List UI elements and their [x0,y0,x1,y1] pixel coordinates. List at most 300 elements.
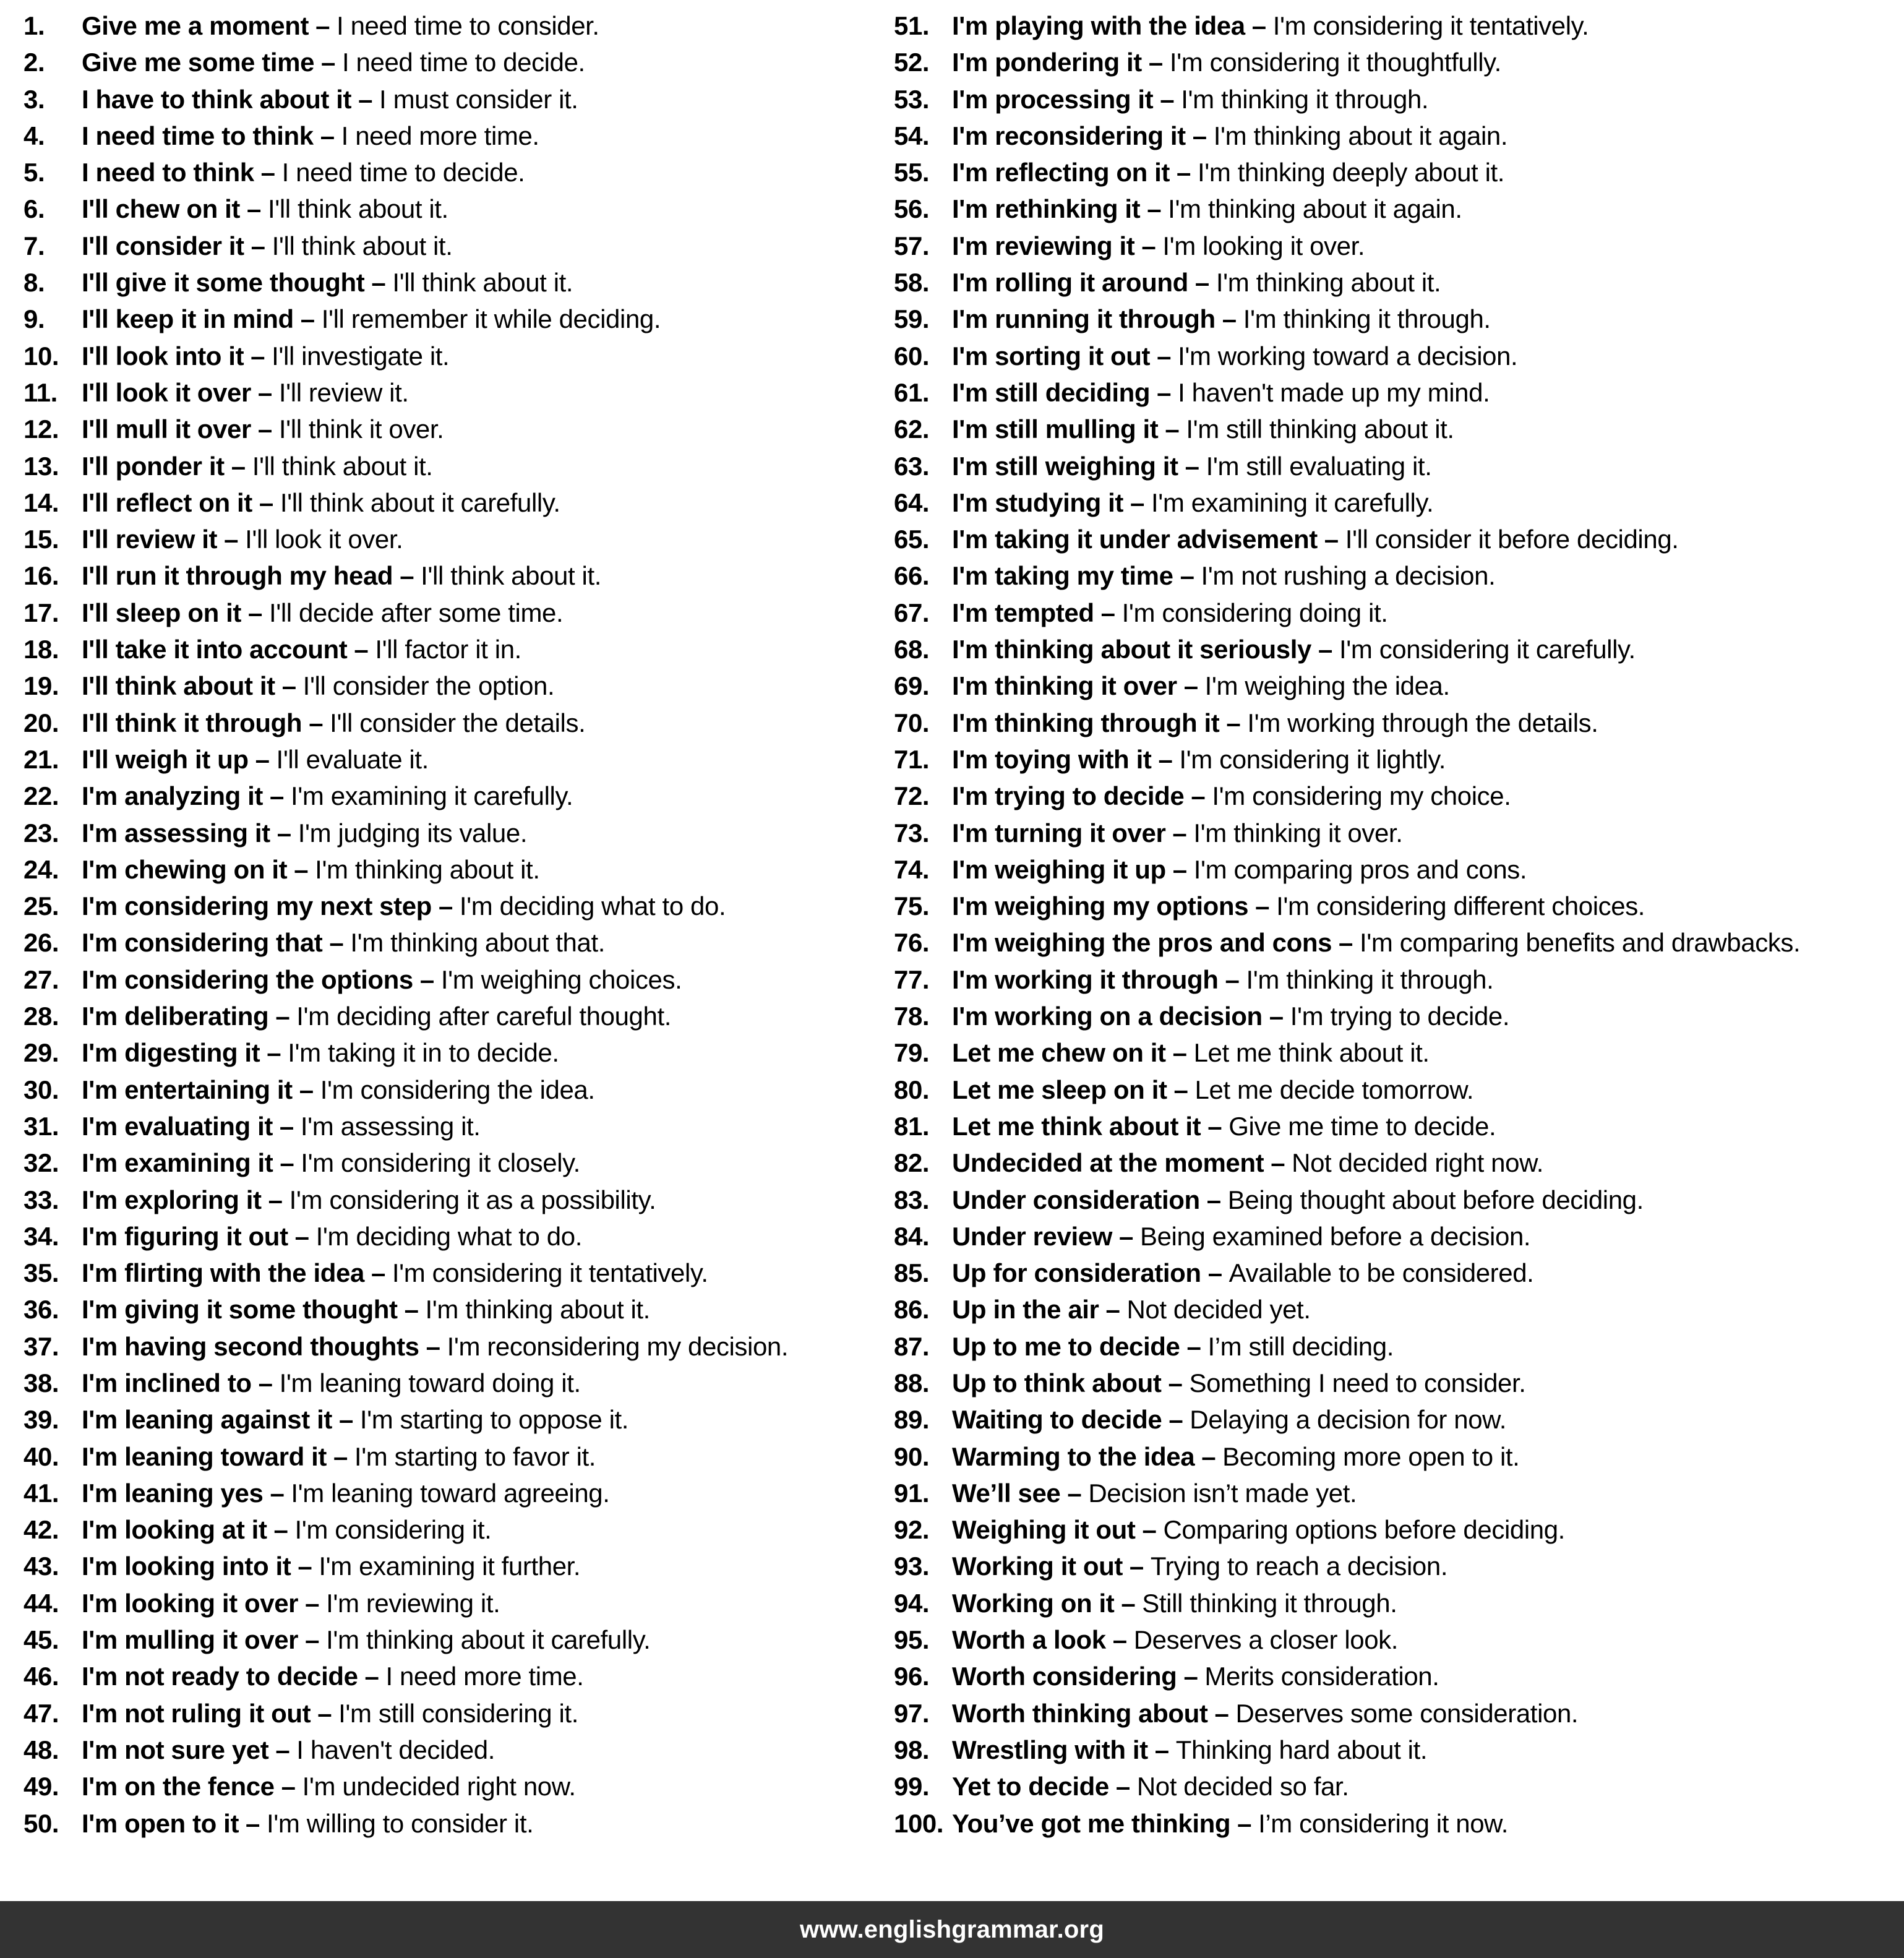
item-text [952,1328,1394,1365]
list-item [24,118,894,154]
list-item [894,301,1904,337]
item-definition: I'm thinking it through. [1246,964,1494,994]
item-text [82,1255,708,1291]
list-item [894,741,1904,778]
item-text [82,448,433,484]
item-phrase: Let me sleep on it [952,1075,1167,1104]
item-dash: – [281,671,296,701]
item-dash: – [1183,671,1198,701]
item-dash: – [279,1111,294,1141]
list-item [24,1768,894,1805]
item-number: 11. [24,377,58,407]
item-phrase: Up to me to decide [952,1331,1180,1361]
item-phrase: I'm leaning toward it [82,1441,327,1471]
item-dash: – [1192,121,1207,150]
item-dash: – [269,781,284,811]
item-text [82,1182,656,1218]
item-number: 24. [24,854,59,884]
item-text [82,1695,578,1732]
item-phrase: I'm considering my next step [82,891,432,921]
item-text [82,1328,788,1365]
list-item [24,998,894,1034]
list-item [24,1071,894,1108]
list-item [894,1218,1904,1255]
item-text [82,1658,584,1694]
item-number: 97. [894,1698,930,1728]
list-item [24,521,894,557]
item-number: 74. [894,854,930,884]
item-text [82,1732,495,1768]
item-definition: I'm thinking it through. [1243,304,1491,334]
item-dash: – [1318,635,1332,664]
item-phrase: I'm mulling it over [82,1625,299,1655]
list-item [894,1621,1904,1658]
item-number: 59. [894,304,930,334]
item-dash: – [267,1038,281,1068]
list-item [894,1658,1904,1694]
list-item [894,1291,1904,1328]
item-phrase: Wrestling with it [952,1735,1148,1764]
item-definition: I'm willing to consider it. [267,1808,534,1838]
item-definition: I'm thinking deeply about it. [1197,158,1505,187]
list-item [894,998,1904,1034]
item-phrase: I'll keep it in mind [82,304,294,334]
item-definition: I'm weighing the idea. [1204,671,1450,701]
item-phrase: I'm leaning against it [82,1405,332,1435]
item-number: 31. [24,1111,59,1141]
item-number: 45. [24,1625,59,1655]
item-dash: – [1255,891,1270,921]
item-text [82,778,573,814]
item-dash: – [426,1331,440,1361]
item-dash: – [280,1148,294,1178]
item-phrase: I'm not sure yet [82,1735,269,1764]
item-definition: I must consider it. [379,84,578,114]
item-definition: I'll think it over. [278,414,444,444]
item-definition: I'm undecided right now. [302,1772,576,1801]
item-text [82,7,599,44]
item-dash: – [371,1258,385,1288]
item-number: 90. [894,1441,930,1471]
item-definition: I'm considering it. [294,1515,492,1545]
item-phrase: I'm taking my time [952,561,1173,591]
item-definition: I'll factor it in. [375,635,521,664]
item-phrase: I'll reflect on it [82,487,252,517]
item-phrase: I'm on the fence [82,1772,275,1801]
item-dash: – [1225,964,1240,994]
item-phrase: I'm looking into it [82,1552,291,1581]
item-definition: I'm still considering it. [338,1698,578,1728]
item-number: 34. [24,1221,59,1251]
item-text [82,411,444,447]
item-definition: I'm comparing benefits and drawbacks. [1360,928,1801,958]
item-definition: I’m considering it now. [1258,1808,1509,1838]
item-definition: I'm considering it tentatively. [1272,11,1589,40]
item-dash: – [309,708,324,737]
item-dash: – [1168,1368,1183,1398]
list-item [894,191,1904,227]
item-number: 56. [894,194,930,224]
list-item [24,1401,894,1438]
item-dash: – [404,1295,419,1325]
item-dash: – [438,891,453,921]
item-number: 47. [24,1698,59,1728]
item-text [952,1182,1644,1218]
item-dash: – [1129,1552,1144,1581]
item-dash: – [251,341,265,371]
item-number: 72. [894,781,930,811]
item-phrase: I'm weighing the pros and cons [952,928,1332,958]
item-phrase: I'm entertaining it [82,1075,293,1104]
item-number: 25. [24,891,59,921]
list-item [894,1768,1904,1805]
list-item [24,815,894,851]
item-definition: I’m still deciding. [1207,1331,1394,1361]
list-item [24,1108,894,1144]
item-phrase: I'm turning it over [952,818,1166,848]
item-phrase: I'm having second thoughts [82,1331,419,1361]
item-phrase: I'm processing it [952,84,1154,114]
list-item [24,1255,894,1291]
item-number: 79. [894,1038,930,1068]
item-text [952,411,1454,447]
item-text [952,741,1446,778]
item-phrase: Let me think about it [952,1111,1201,1141]
item-text [952,1768,1349,1805]
item-phrase: I'm considering the options [82,964,413,994]
list-item [24,264,894,301]
item-dash: – [1194,268,1209,298]
item-dash: – [358,84,373,114]
item-dash: – [305,1625,320,1655]
item-dash: – [300,304,315,334]
list-item [894,1034,1904,1071]
item-dash: – [1172,818,1187,848]
item-text [952,1218,1530,1255]
item-definition: I'm looking it over. [1162,231,1365,260]
item-number: 65. [894,525,930,554]
item-number: 35. [24,1258,59,1288]
list-item [24,1144,894,1181]
item-text [952,521,1679,557]
item-text [952,7,1589,44]
item-dash: – [315,11,330,40]
item-number: 88. [894,1368,930,1398]
item-number: 80. [894,1075,930,1104]
item-text [82,851,540,888]
item-phrase: I'm leaning yes [82,1478,264,1508]
list-item [894,595,1904,631]
item-number: 42. [24,1515,59,1545]
item-definition: I'm deciding what to do. [459,891,726,921]
list-item [894,1695,1904,1732]
item-number: 22. [24,781,59,811]
item-phrase: Up to think about [952,1368,1162,1398]
item-dash: – [329,928,344,958]
item-dash: – [298,1552,312,1581]
item-text [82,668,554,704]
item-phrase: I'm trying to decide [952,781,1185,811]
item-dash: – [1141,231,1156,260]
item-dash: – [247,194,261,224]
item-text [952,815,1402,851]
item-dash: – [305,1588,320,1618]
item-definition: I need time to decide. [342,48,585,77]
item-phrase: I'll think it through [82,708,302,737]
item-definition: Deserves a closer look. [1133,1625,1399,1655]
item-text [82,1475,610,1511]
item-text [82,154,525,191]
item-phrase: Give me some time [82,48,315,77]
item-number: 98. [894,1735,930,1764]
list-item [894,924,1904,961]
item-number: 46. [24,1662,59,1691]
item-number: 9. [24,304,45,334]
item-text [82,1805,533,1842]
item-definition: Not decided yet. [1126,1295,1311,1325]
item-phrase: Under review [952,1221,1112,1251]
item-text [952,338,1517,374]
item-number: 55. [894,158,930,187]
list-item [24,1658,894,1694]
list-item [894,228,1904,264]
item-number: 61. [894,377,930,407]
item-phrase: I'm thinking about it seriously [952,635,1311,664]
item-phrase: I'll consider it [82,231,244,260]
item-dash: – [257,377,272,407]
list-item [894,1475,1904,1511]
item-dash: – [259,487,273,517]
list-item [894,1328,1904,1365]
item-definition: Delaying a decision for now. [1190,1405,1507,1435]
item-number: 3. [24,84,45,114]
list-item [894,705,1904,741]
item-number: 30. [24,1075,59,1104]
item-dash: – [275,1735,290,1764]
item-text [82,1438,596,1475]
item-dash: – [281,1772,296,1801]
item-definition: I'll think about it. [272,231,453,260]
item-phrase: I'm open to it [82,1808,239,1838]
item-phrase: I'll look into it [82,341,244,371]
item-number: 76. [894,928,930,958]
item-number: 1. [24,11,45,40]
item-dash: – [1339,928,1353,958]
list-item [24,961,894,998]
item-number: 40. [24,1441,59,1471]
item-number: 49. [24,1772,59,1801]
item-dash: – [224,525,239,554]
item-phrase: Working it out [952,1552,1123,1581]
list-item [894,1365,1904,1401]
item-dash: – [419,964,434,994]
item-text [952,374,1490,411]
item-text [952,264,1441,301]
item-definition: I'm thinking about it. [1216,268,1441,298]
item-definition: Not decided right now. [1292,1148,1543,1178]
item-number: 89. [894,1405,930,1435]
item-number: 7. [24,231,45,260]
item-number: 75. [894,891,930,921]
item-definition: I'm reviewing it. [326,1588,500,1618]
list-item [894,484,1904,521]
item-dash: – [1173,1075,1188,1104]
item-text [952,1805,1508,1842]
item-text [82,888,726,924]
item-definition: I need more time. [385,1662,584,1691]
item-definition: I'm not rushing a decision. [1201,561,1496,591]
item-phrase: I'm examining it [82,1148,273,1178]
item-text [952,1365,1526,1401]
item-text [952,888,1645,924]
item-phrase: Working on it [952,1588,1115,1618]
item-definition: Deserves some consideration. [1235,1698,1579,1728]
item-number: 78. [894,1002,930,1031]
item-text [82,228,452,264]
item-phrase: Yet to decide [952,1772,1109,1801]
item-phrase: I'll review it [82,525,218,554]
item-dash: – [1112,1625,1127,1655]
item-text [82,1291,650,1328]
item-phrase: I'm looking at it [82,1515,267,1545]
item-text [952,1695,1578,1732]
item-dash: – [1237,1808,1252,1838]
list-item [894,815,1904,851]
item-definition: I'm considering my choice. [1212,781,1511,811]
item-text [82,815,527,851]
item-text [82,1218,582,1255]
item-dash: – [299,1075,314,1104]
list-item [24,1548,894,1584]
list-item [24,1695,894,1732]
item-text [82,1585,500,1621]
item-text [952,44,1501,80]
item-dash: – [1186,1331,1201,1361]
item-dash: – [1324,525,1339,554]
list-item [894,1255,1904,1291]
list-item [894,1144,1904,1181]
item-definition: I'm leaning toward doing it. [279,1368,581,1398]
item-definition: I'll decide after some time. [268,598,564,627]
item-definition: I'm assessing it. [300,1111,481,1141]
item-definition: I'm considering it lightly. [1179,744,1446,774]
item-number: 39. [24,1405,59,1435]
item-number: 60. [894,341,930,371]
list-item [894,888,1904,924]
item-number: 48. [24,1735,59,1764]
item-definition: I'm examining it carefully. [290,781,573,811]
item-definition: Being thought about before deciding. [1227,1185,1644,1214]
item-dash: – [400,561,414,591]
list-item [24,191,894,227]
item-number: 94. [894,1588,930,1618]
list-item [24,301,894,337]
item-definition: I need more time. [341,121,539,150]
item-text [952,705,1598,741]
item-dash: – [1177,158,1191,187]
list-item [24,338,894,374]
item-phrase: I'm toying with it [952,744,1152,774]
list-item [894,778,1904,814]
item-definition: I'm thinking about that. [350,928,606,958]
item-dash: – [1191,781,1206,811]
list-item [24,448,894,484]
list-item [894,631,1904,668]
item-dash: – [255,744,270,774]
item-phrase: I'm reflecting on it [952,158,1170,187]
item-number: 38. [24,1368,59,1398]
item-definition: I'm thinking about it. [425,1295,650,1325]
item-definition: I'm starting to favor it. [354,1441,596,1471]
item-text [82,1034,559,1071]
item-number: 81. [894,1111,930,1141]
item-text [82,374,409,411]
item-text [952,1475,1357,1511]
item-definition: I'll think about it. [252,451,433,481]
item-phrase: I'm giving it some thought [82,1295,398,1325]
item-phrase: I'm deliberating [82,1002,269,1031]
item-dash: – [338,1405,353,1435]
list-item [894,7,1904,44]
item-dash: – [333,1441,348,1471]
item-phrase: I'm taking it under advisement [952,525,1318,554]
item-dash: – [1185,451,1199,481]
item-text [952,1108,1496,1144]
item-definition: I'm considering the idea. [320,1075,595,1104]
item-number: 41. [24,1478,59,1508]
item-number: 85. [894,1258,930,1288]
item-definition: I'm working through the details. [1247,708,1598,737]
item-phrase: I'm evaluating it [82,1111,273,1141]
item-number: 16. [24,561,59,591]
item-text [82,44,585,80]
item-text [952,1511,1565,1548]
item-text [952,1255,1533,1291]
item-definition: I'll think about it. [392,268,573,298]
item-text [82,81,578,118]
list-item [24,411,894,447]
item-definition: I need time to consider. [337,11,599,40]
item-dash: – [1067,1478,1082,1508]
item-number: 28. [24,1002,59,1031]
list-item [24,228,894,264]
item-dash: – [257,414,272,444]
item-number: 15. [24,525,59,554]
item-dash: – [1172,854,1187,884]
item-text [952,1548,1447,1584]
item-definition: I'm starting to oppose it. [359,1405,629,1435]
item-dash: – [273,1515,288,1545]
item-definition: I'm examining it carefully. [1151,487,1434,517]
item-definition: I'll consider the details. [330,708,586,737]
item-dash: – [247,598,262,627]
list-item [894,1108,1904,1144]
item-number: 84. [894,1221,930,1251]
item-phrase: We’ll see [952,1478,1061,1508]
item-number: 13. [24,451,59,481]
item-definition: I'll evaluate it. [276,744,429,774]
item-phrase: I'll weigh it up [82,744,249,774]
list-item [894,448,1904,484]
list-item [24,851,894,888]
item-dash: – [231,451,246,481]
item-phrase: I have to think about it [82,84,352,114]
item-definition: Thinking hard about it. [1175,1735,1428,1764]
item-number: 93. [894,1552,930,1581]
list-item [894,1401,1904,1438]
item-dash: – [1148,48,1163,77]
item-definition: Merits consideration. [1204,1662,1439,1691]
